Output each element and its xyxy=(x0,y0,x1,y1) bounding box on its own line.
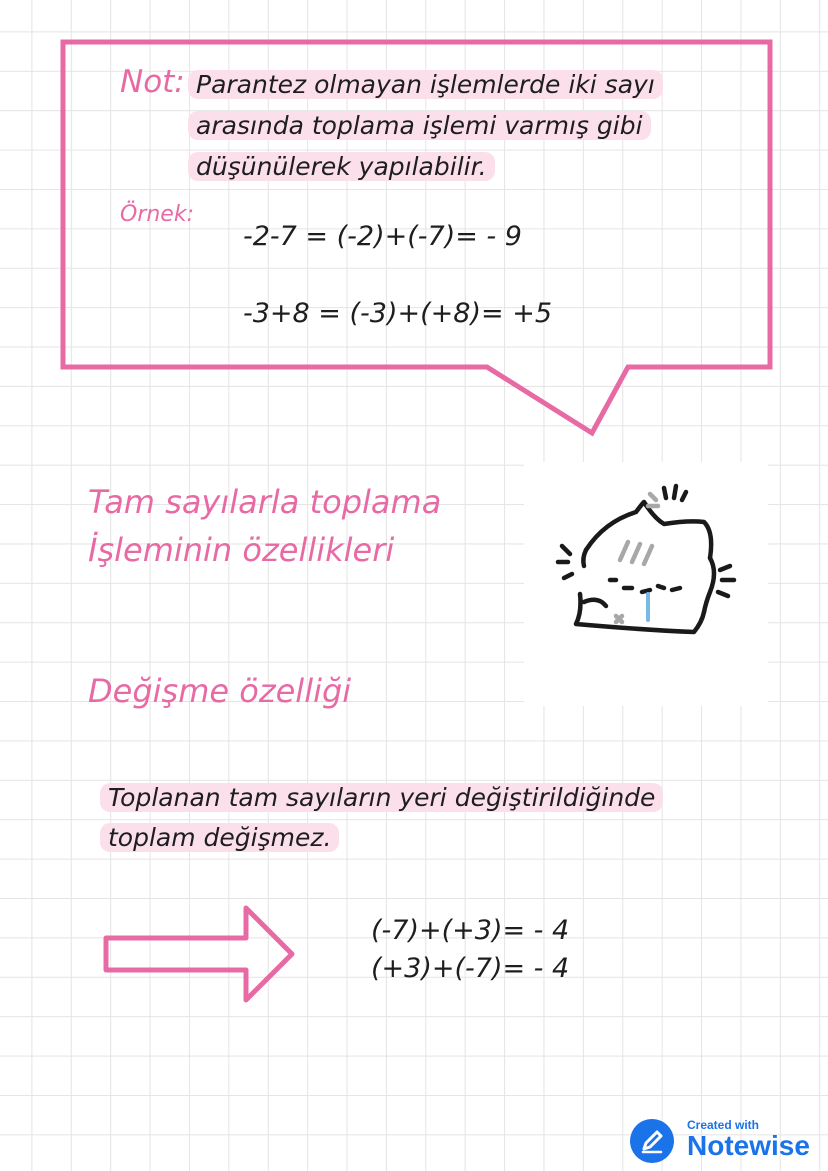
property-text xyxy=(100,778,750,858)
right-arrow-icon xyxy=(100,900,300,1010)
notewise-logo xyxy=(630,1119,674,1163)
note-label: Not: xyxy=(120,64,185,100)
badge-created-with: Created with xyxy=(687,1118,760,1132)
equation-2: (+3)+(-7)= - 4 xyxy=(371,953,570,984)
note-text xyxy=(188,64,748,187)
section-heading xyxy=(88,478,441,574)
pen-icon xyxy=(630,1119,674,1163)
note-line-1: Parantez olmayan işlemlerde iki sayı xyxy=(188,70,663,99)
property-line-1: Toplanan tam sayıların yeri değiştirildiğinde xyxy=(100,783,663,812)
note-line-2: arasında toplama işlemi varmış gibi xyxy=(188,111,651,140)
example-label: Örnek: xyxy=(120,202,194,227)
example-equation-2: -3+8 = (-3)+(+8)= +5 xyxy=(243,298,552,329)
example-equation-1: -2-7 = (-2)+(-7)= - 9 xyxy=(243,221,522,252)
section-heading-line-1: Tam sayılarla toplama xyxy=(88,483,442,521)
section-heading-line-2: İşleminin özellikleri xyxy=(88,531,395,569)
cat-doodle-panel xyxy=(524,462,768,706)
equation-1: (-7)+(+3)= - 4 xyxy=(371,915,570,946)
note-line-3: düşünülerek yapılabilir. xyxy=(188,152,495,181)
sub-heading: Değişme özelliği xyxy=(88,672,352,710)
cat-doodle-icon xyxy=(524,462,768,706)
property-line-2: toplam değişmez. xyxy=(100,823,339,852)
badge-brand-name: Notewise xyxy=(687,1130,810,1161)
